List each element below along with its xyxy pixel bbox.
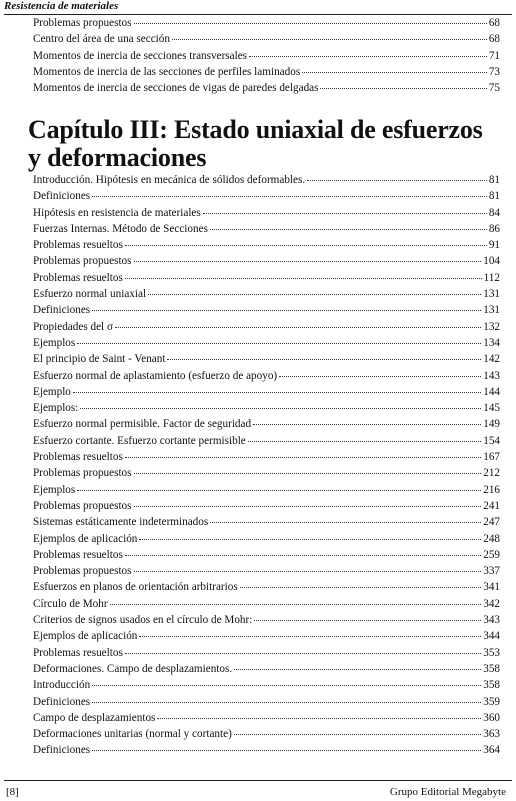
toc-entry-title: Centro del área de una sección [33,33,170,46]
dot-leader [210,522,481,523]
toc-entry-page: 337 [483,565,500,578]
toc-entry-page: 142 [483,353,500,366]
toc-entry [33,48,500,64]
toc-entry [33,547,500,563]
toc-entry [33,253,500,269]
running-header [4,0,512,15]
toc-entry [33,416,500,432]
toc-entry [33,188,500,204]
toc-entry-page: 247 [483,516,500,529]
toc-entry-title: Esfuerzo normal permisible. Factor de seguridad [33,418,252,431]
dot-leader [92,196,487,197]
dot-leader [77,490,481,491]
toc-entry [33,449,500,465]
toc-entry-title: Ejemplos de aplicación [33,532,138,545]
dot-leader [134,473,482,474]
toc-entry [33,237,500,253]
toc-entry [33,726,500,742]
toc-entry-title: Fuerzas Internas. Método de Secciones [33,222,208,235]
toc-entry [33,742,500,758]
publisher-name: Grupo Editorial Megabyte [389,786,506,798]
toc-entry-page: 344 [483,630,500,643]
toc-entry-title: Definiciones [33,695,91,708]
toc-entry-page: 241 [483,499,500,512]
toc-entry-title: Problemas resueltos [33,239,123,252]
toc-entry-page: 73 [488,65,500,78]
dot-leader [134,506,482,507]
toc-entry [33,645,500,661]
toc-entry-page: 364 [483,744,500,757]
dot-leader [210,229,487,230]
toc-entry-page: 81 [488,174,500,186]
dot-leader [203,213,487,214]
toc-entry [33,531,500,547]
dot-leader [148,294,481,295]
chapter-title-line-2: y deformaciones [28,143,207,172]
toc-entry-page: 248 [483,532,500,545]
toc-entry-page: 154 [483,434,500,447]
toc-entry [33,205,500,221]
dot-leader [125,245,487,246]
toc-entry [33,465,500,481]
toc-entry-page: 131 [483,304,500,317]
toc-entry-title: Hipótesis en resistencia de materiales [33,206,201,219]
toc-entry [33,319,500,335]
dot-leader [115,327,481,328]
toc-entry [33,384,500,400]
toc-entry-page: 104 [483,255,500,268]
toc-entry-page: 145 [483,402,500,415]
toc-entry-page: 143 [483,369,500,382]
toc-entry [33,302,500,318]
dot-leader [302,72,487,73]
toc-entry-page: 167 [483,451,500,464]
toc-entry-title: Sistemas estáticamente indeterminados [33,516,209,529]
dot-leader [234,669,481,670]
toc-entry-title: Campo de desplazamientos [33,711,156,724]
toc-entry-page: 134 [483,336,500,349]
toc-entry [33,31,500,47]
dot-leader [253,424,481,425]
dot-leader [110,604,482,605]
toc-entry [33,335,500,351]
toc-entry [33,677,500,693]
running-title: Resistencia de materiales [4,0,119,12]
toc-entry-title: Problemas propuestos [33,17,132,29]
toc-entry-page: 86 [488,222,500,235]
toc-entry [33,661,500,677]
page-number: [8] [6,786,19,798]
toc-entry [33,498,500,514]
dot-leader [125,457,481,458]
toc-entry [33,80,500,96]
toc-entry-title: Problemas propuestos [33,255,132,268]
toc-chapter-list [33,172,500,759]
toc-entry-title: Problemas propuestos [33,565,132,578]
toc-entry-page: 341 [483,581,500,594]
toc-entry [33,694,500,710]
dot-leader [240,587,482,588]
dot-leader [73,392,481,393]
toc-entry [33,286,500,302]
toc-entry-page: 84 [488,206,500,219]
dot-leader [254,620,481,621]
dot-leader [249,56,487,57]
toc-entry-page: 112 [483,271,500,284]
dot-leader [134,261,482,262]
toc-entry-title: Esfuerzo normal de aplastamiento (esfuerzo de apoyo) [33,369,278,382]
toc-entry-title: Momentos de inercia de las secciones de perfiles laminados [33,65,301,78]
toc-entry-title: Problemas resueltos [33,271,123,284]
toc-entry-title: Introducción. Hipótesis en mecánica de sólidos deformables. [33,174,306,186]
toc-entry [33,563,500,579]
toc-entry-title: Ejemplos: [33,402,79,415]
toc-entry-title: Introducción [33,679,91,692]
dot-leader [307,180,487,181]
toc-entry-page: 342 [483,597,500,610]
toc-entry-title: El principio de Saint - Venant [33,353,166,366]
toc-entry-title: Ejemplos [33,483,76,496]
dot-leader [134,571,482,572]
dot-leader [320,88,486,89]
toc-entry-title: Deformaciones. Campo de desplazamientos. [33,662,233,675]
toc-entry-title: Deformaciones unitarias (normal y cortante) [33,728,232,741]
toc-entry [33,270,500,286]
toc-entry-page: 75 [488,82,500,95]
dot-leader [279,376,481,377]
toc-entry-page: 216 [483,483,500,496]
toc-entry-title: Problemas resueltos [33,548,123,561]
toc-entry-page: 144 [483,385,500,398]
toc-entry-page: 132 [483,320,500,333]
toc-entry-title: Ejemplos [33,336,76,349]
toc-entry-page: 360 [483,711,500,724]
toc-entry-title: Definiciones [33,744,91,757]
toc-entry [33,368,500,384]
toc-entry [33,351,500,367]
toc-entry-page: 358 [483,679,500,692]
toc-entry-page: 259 [483,548,500,561]
toc-entry [33,172,500,188]
dot-leader [80,408,481,409]
toc-entry-title: Momentos de inercia de secciones transversales [33,49,248,62]
toc-entry [33,400,500,416]
dot-leader [92,310,481,311]
dot-leader [134,23,487,24]
chapter-title-line-1: Capítulo III: Estado uniaxial de esfuerzos [28,115,483,144]
toc-entry [33,64,500,80]
toc-entry-title: Momentos de inercia de secciones de vigas de paredes delgadas [33,82,319,95]
dot-leader [248,441,481,442]
toc-entry-page: 68 [488,33,500,46]
toc-entry-page: 363 [483,728,500,741]
toc-entry-title: Problemas resueltos [33,646,123,659]
toc-entry-page: 353 [483,646,500,659]
dot-leader [92,702,481,703]
toc-entry-page: 91 [488,239,500,252]
dot-leader [125,653,481,654]
toc-entry [33,482,500,498]
toc-entry-title: Problemas propuestos [33,467,132,480]
dot-leader [92,750,481,751]
dot-leader [157,718,481,719]
toc-entry-page: 358 [483,662,500,675]
toc-continued-list [33,15,500,96]
toc-entry [33,579,500,595]
toc-entry [33,612,500,628]
toc-entry-title: Ejemplo [33,385,71,398]
dot-leader [234,734,481,735]
toc-entry [33,628,500,644]
chapter-title [28,116,508,172]
toc-entry-page: 343 [483,614,500,627]
toc-entry-title: Propiedades del σ [33,320,113,333]
toc-entry-page: 149 [483,418,500,431]
toc-entry-page: 81 [488,190,500,203]
dot-leader [139,636,481,637]
toc-entry [33,433,500,449]
toc-entry [33,15,500,31]
toc-entry-title: Esfuerzo normal uniaxial [33,288,147,301]
toc-entry-title: Definiciones [33,304,91,317]
toc-entry-title: Problemas resueltos [33,451,123,464]
toc-entry-page: 68 [488,17,500,29]
toc-entry [33,710,500,726]
toc-entry-title: Esfuerzos en planos de orientación arbitrarios [33,581,238,594]
toc-entry-page: 131 [483,288,500,301]
toc-entry-page: 71 [488,49,500,62]
toc-entry [33,514,500,530]
toc-entry-title: Ejemplos de aplicación [33,630,138,643]
toc-entry-title: Esfuerzo cortante. Esfuerzo cortante permisible [33,434,246,447]
page-footer [4,780,512,800]
toc-entry-title: Definiciones [33,190,91,203]
dot-leader [172,39,487,40]
dot-leader [92,685,481,686]
toc-entry-page: 212 [483,467,500,480]
toc-entry-title: Círculo de Mohr [33,597,108,610]
dot-leader [77,343,481,344]
dot-leader [125,278,482,279]
dot-leader [167,359,481,360]
toc-entry [33,596,500,612]
toc-entry [33,221,500,237]
toc-entry-title: Criterios de signos usados en el círculo de Mohr: [33,614,253,627]
toc-entry-title: Problemas propuestos [33,499,132,512]
dot-leader [125,555,481,556]
dot-leader [139,539,481,540]
toc-entry-page: 359 [483,695,500,708]
